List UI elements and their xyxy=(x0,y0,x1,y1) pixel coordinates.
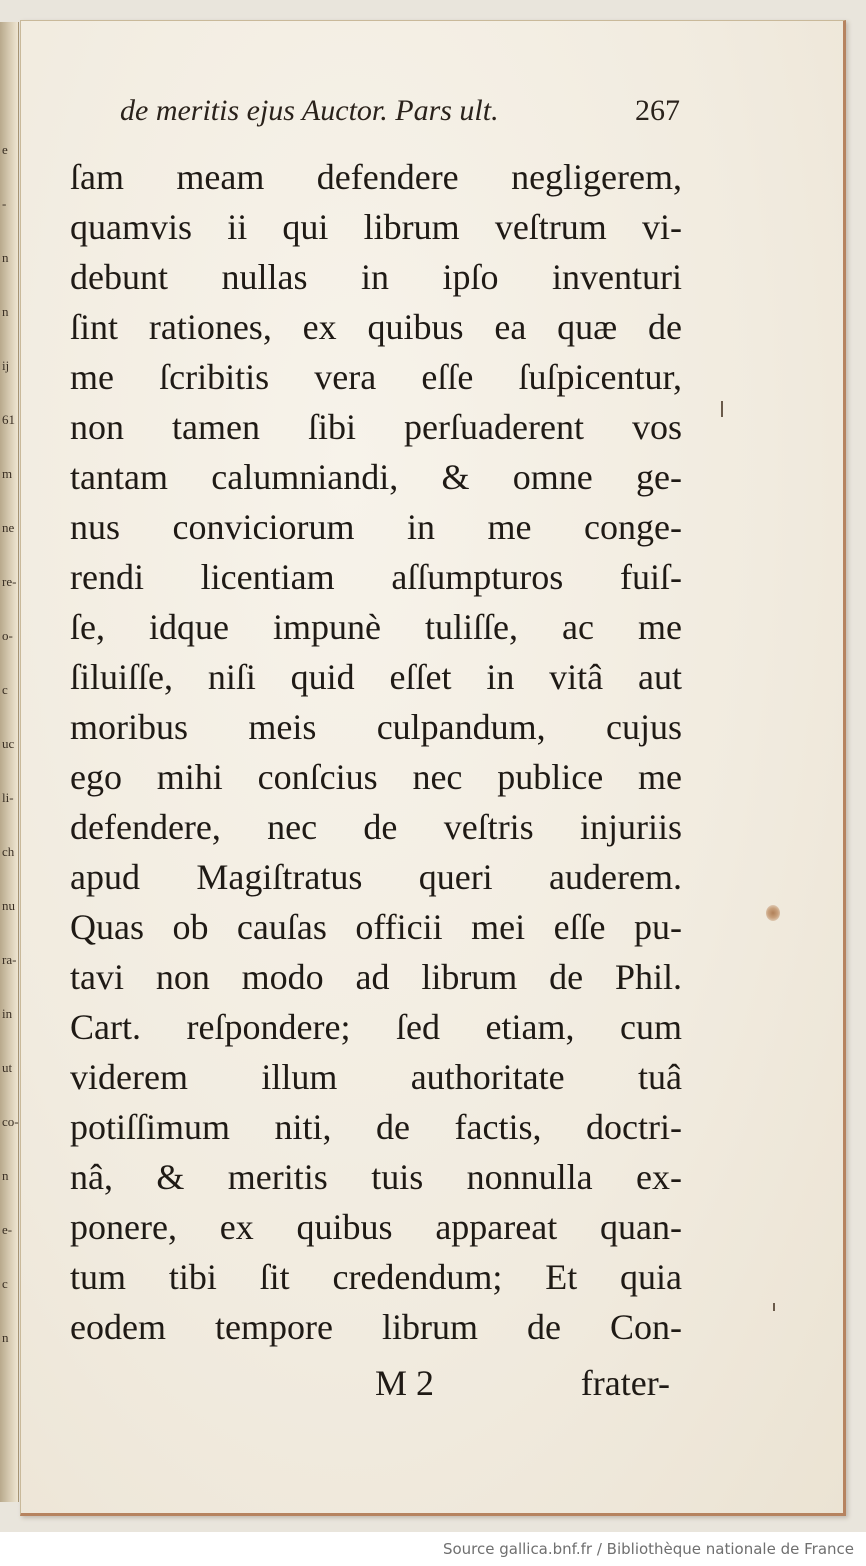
margin-fragment: n xyxy=(2,1330,9,1345)
margin-fragment: ch xyxy=(2,844,15,859)
text-line: ſiluiſſe, niſi quid eſſet in vitâ aut xyxy=(70,657,682,697)
margin-fragment: c xyxy=(2,1276,8,1291)
margin-fragment: m xyxy=(2,466,13,481)
text-line: moribus meis culpandum, cujus xyxy=(70,707,682,747)
text-line: apud Magiſtratus queri auderem. xyxy=(70,857,682,897)
text-line: Cart. reſpondere; ſed etiam, cum xyxy=(70,1007,682,1047)
margin-fragment: - xyxy=(2,196,7,211)
margin-fragment: e- xyxy=(2,1222,13,1237)
text-line: tavi non modo ad librum de Phil. xyxy=(70,957,682,997)
margin-fragment: ut xyxy=(2,1060,13,1075)
margin-fragment: c xyxy=(2,682,8,697)
margin-fragment: ne xyxy=(2,520,15,535)
text-line: quamvis ii qui librum veſtrum vi- xyxy=(70,207,682,247)
text-line: ſint rationes, ex quibus ea quæ de xyxy=(70,307,682,347)
text-line: tum tibi ſit credendum; Et quia xyxy=(70,1257,682,1297)
text-line: ſam meam defendere negligerem, xyxy=(70,157,682,197)
body-text xyxy=(70,152,682,1352)
ink-mark xyxy=(721,401,723,417)
margin-fragment: li- xyxy=(2,790,14,805)
signature-line xyxy=(70,1358,682,1408)
source-credit: Source gallica.bnf.fr / Bibliothèque nationale de France xyxy=(442,1540,854,1558)
signature-mark: M 2 xyxy=(375,1363,435,1403)
margin-fragment: nu xyxy=(2,898,15,913)
margin-fragment: 61 xyxy=(2,412,15,427)
margin-fragment: re- xyxy=(2,574,17,589)
text-line: rendi licentiam aſſumpturos fuiſ- xyxy=(70,557,682,597)
margin-fragment: n xyxy=(2,1168,9,1183)
text-line: viderem illum authoritate tuâ xyxy=(70,1057,682,1097)
text-line: nâ, & meritis tuis nonnulla ex- xyxy=(70,1157,682,1197)
text-line: eodem tempore librum de Con- xyxy=(70,1307,682,1347)
margin-fragment: n xyxy=(2,250,9,265)
margin-fragment: o- xyxy=(2,628,13,643)
page-number: 267 xyxy=(635,94,680,127)
margin-fragment: in xyxy=(2,1006,13,1021)
previous-page-edge xyxy=(0,22,19,1502)
text-line: tantam calumniandi, & omne ge- xyxy=(70,457,682,497)
margin-fragment: e xyxy=(2,142,8,157)
running-title: de meritis ejus Auctor. Pars ult. xyxy=(120,94,499,127)
margin-fragment: n xyxy=(2,304,9,319)
text-line: ponere, ex quibus appareat quan- xyxy=(70,1207,682,1247)
text-line: potiſſimum niti, de factis, doctri- xyxy=(70,1107,682,1147)
running-header xyxy=(120,94,680,134)
text-line: defendere, nec de veſtris injuriis xyxy=(70,807,682,847)
text-line: debunt nullas in ipſo inventuri xyxy=(70,257,682,297)
margin-fragment: co- xyxy=(2,1114,19,1129)
foxing-spot xyxy=(766,905,780,921)
text-line: me ſcribitis vera eſſe ſuſpicentur, xyxy=(70,357,682,397)
ink-mark xyxy=(773,1303,775,1311)
margin-fragment: ra- xyxy=(2,952,17,967)
text-line: ego mihi conſcius nec publice me xyxy=(70,757,682,797)
margin-fragment: ĳ xyxy=(2,358,10,373)
catchword: frater- xyxy=(580,1363,670,1403)
text-line: ſe, idque impunè tuliſſe, ac me xyxy=(70,607,682,647)
text-line: Quas ob cauſas officii mei eſſe pu- xyxy=(70,907,682,947)
text-line: nus conviciorum in me conge- xyxy=(70,507,682,547)
text-line: non tamen ſibi perſuaderent vos xyxy=(70,407,682,447)
margin-fragment: uc xyxy=(2,736,15,751)
